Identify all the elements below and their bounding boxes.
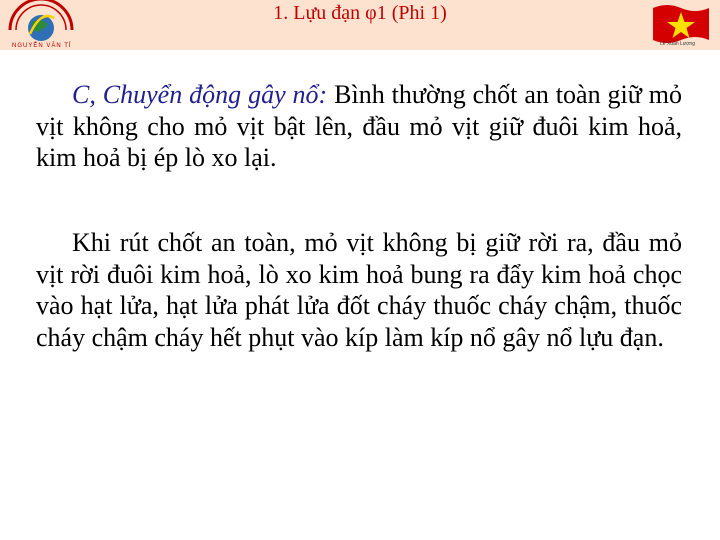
paragraph-2: Khi rút chốt an toàn, mỏ vịt không bị giữ rời ra, đầu mỏ vịt rời đuôi kim hoả, lò xo kim hoả bung ra đẩy kim hoả chọc vào hạt lửa, hạt lửa phát lửa đốt cháy thuốc cháy chậm, thuốc cháy chậm cháy hết phụt vào kíp làm kíp nổ gây nổ lựu đạn.	[36, 228, 682, 352]
logo-caption: NGUYỄN VĂN TỈ	[12, 43, 72, 49]
paragraph-1-lead: C, Chuyển động gây nổ:	[72, 80, 328, 109]
flag-caption: Lê Xuân Lượng	[660, 41, 695, 47]
paragraph-1-text: Bình thường chốt an toàn giữ mỏ vịt không cho mỏ vịt bật lên, đầu mỏ vịt giữ đuôi kim hoả, kim hoả bị ép lò xo lại.	[36, 80, 682, 172]
paragraph-1	[36, 79, 682, 174]
slide-title: 1. Lựu đạn φ1 (Phi 1)	[273, 2, 447, 24]
vietnam-flag-icon	[651, 2, 711, 44]
